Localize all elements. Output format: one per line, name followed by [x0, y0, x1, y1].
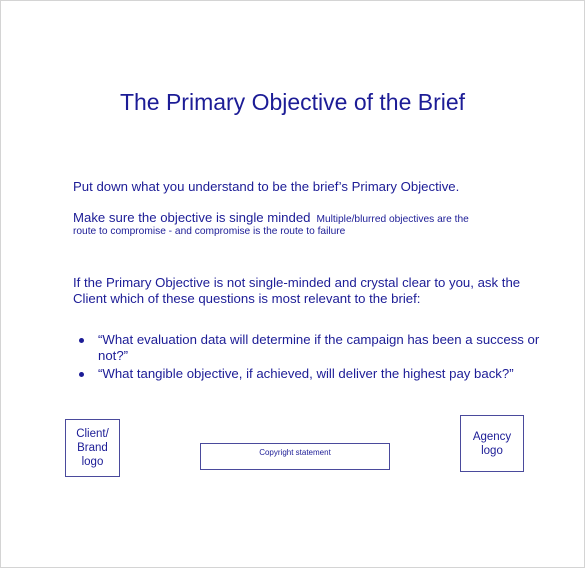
question-text: “What evaluation data will determine if the campaign has been a success or not?”	[98, 332, 540, 363]
list-item	[73, 332, 543, 364]
bullet-icon	[79, 338, 84, 343]
copyright-box	[200, 443, 390, 470]
question-prompt: If the Primary Objective is not single-minded and crystal clear to you, ask the Client which of these questions is most relevant to the brief:	[73, 275, 521, 306]
agency-logo-line2: logo	[481, 444, 503, 457]
agency-logo-placeholder	[460, 415, 524, 472]
bullet-icon	[79, 372, 84, 377]
question-text: “What tangible objective, if achieved, will deliver the highest pay back?”	[98, 366, 514, 381]
list-item	[73, 366, 543, 382]
question-list	[73, 332, 543, 384]
copyright-text: Copyright statement	[259, 448, 331, 457]
single-minded-note-line2: route to compromise - and compromise is the route to failure	[73, 226, 346, 237]
client-logo-line3: logo	[81, 456, 104, 468]
single-minded-text	[73, 210, 469, 225]
slide-title: The Primary Objective of the Brief	[119, 89, 466, 115]
intro-text: Put down what you understand to be the brief’s Primary Objective.	[73, 179, 460, 194]
client-logo-line2: Brand	[77, 442, 108, 454]
client-logo-line1: Client/	[76, 428, 109, 440]
agency-logo-line1: Agency	[472, 430, 512, 443]
client-brand-logo-placeholder	[65, 419, 120, 477]
single-minded-main: Make sure the objective is single minded	[73, 210, 311, 225]
single-minded-note-line1: Multiple/blurred objectives are the	[316, 214, 469, 225]
